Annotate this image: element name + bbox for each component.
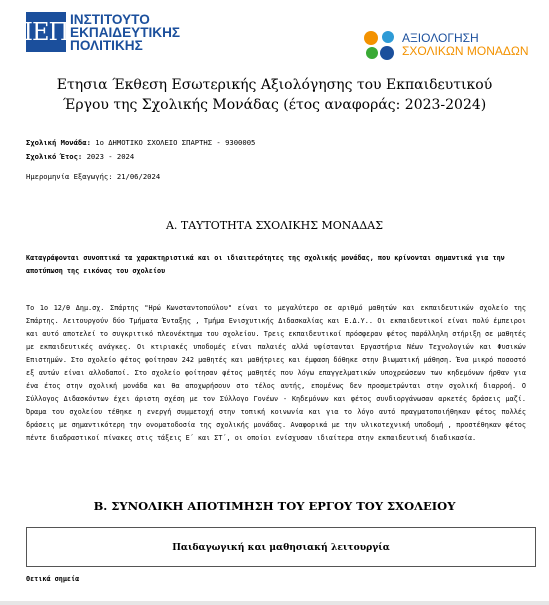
school-year-row [26, 152, 134, 161]
iep-logo [23, 11, 181, 53]
school-year-label: Σχολικό Έτος: [26, 152, 83, 161]
report-title-line2: Έργου της Σχολικής Μονάδας (έτος αναφοράς: 2023-2024) [62, 97, 487, 113]
iep-logo-text [70, 13, 180, 52]
iep-logo-line1: ΙΝΣΤΙΤΟΥΤΟ [70, 11, 150, 27]
school-unit-row [26, 138, 255, 147]
axiologisi-logo-icon [362, 28, 398, 62]
section-b-heading: Β. ΣΥΝΟΛΙΚΗ ΑΠΟΤΙΜΗΣΗ ΤΟΥ ΕΡΓΟΥ ΤΟΥ ΣΧΟΛΕΙΟΥ [93, 499, 456, 513]
iep-logo-line2: ΕΚΠΑΙΔΕΥΤΙΚΗΣ [70, 24, 181, 40]
school-year-value: 2023 - 2024 [82, 152, 135, 161]
iep-logo-line3: ΠΟΛΙΤΙΚΗΣ [70, 37, 143, 53]
page-bottom-edge [0, 601, 549, 605]
axiologisi-logo [362, 28, 529, 62]
school-unit-value: 1ο ΔΗΜΟΤΙΚΟ ΣΧΟΛΕΙΟ ΣΠΑΡΤΗΣ - 9300005 [90, 138, 256, 147]
positive-points-label: Θετικά σημεία [26, 575, 80, 583]
axiologisi-logo-text [402, 32, 529, 58]
school-unit-label: Σχολική Μονάδα: [26, 138, 91, 147]
report-title [20, 75, 529, 115]
export-date: Ημερομηνία Εξαγωγής: 21/06/2024 [26, 172, 161, 181]
report-title-line1: Ετησια Έκθεση Εσωτερικής Αξιολόγησης του Εκπαιδευτικού [56, 77, 493, 93]
iep-logo-mark: ΙΕΠ [26, 12, 66, 52]
section-a-body: Το 1ο 12/θ Δημ.σχ. Σπάρτης "Ηρώ Κωνσταντοπούλου" είναι το μεγαλύτερο σε αριθμό μαθητών και εκπαιδευτικών σχολείο της Σπάρτης. Λειτουργούν δύο Τμήματα Ένταξης , Τμήμα Ενισχυτικής Διδασκαλίας και Ε.Δ.Υ.. Οι εκπαιδευτικοί είναι πολύ έμπειροι και αυτό αποτελεί το συγκριτικό πλεονέκτημα του σχολείου. Τρεις εκπαιδευτικοί πρόσφεραν φέτος παράλληλη στήριξη σε μαθητές με εκπαιδευτικές ανάγκες. Οι κτιριακές υποδομές είναι παλαιές αλλά υφίστανται Εργαστήρια Νέων Τεχνολογιών και Φυσικών Επιστημών. Στο σχολείο φέτος φοίτησαν 242 μαθητές και μαθήτριες και έμφαση δόθηκε στην βιωματική μάθηση. Ένα μικρό ποσοστό εξ αυτών είναι αλλοδαποί. Στο σχολείο φοίτησαν φέτος μαθητές που λόγω επαγγελματικών υποχρεώσεων των κηδεμόνων ήρθαν για ένα έτος στην σχολική μονάδα και θα αποχωρήσουν στο τέλος αυτής, επομένως δεν προσμετρώνται στην σχολική διαρροή. Ο Σύλλογος Διδασκόντων έχει άριστη σχέση με τον Σύλλογο Γονέων - Κηδεμόνων και φέτος συνδιοργάνωσαν αρκετές δράσεις μαζί. Όραμα του σχολείου τέθηκε η ενεργή συμμετοχή στην τοπική κοινωνία και για το λόγο αυτό πραγματοποιήθηκαν φέτος πολλές δράσεις με σημαντικότερη την ονοματοδοσία της σχολικής μονάδας. Αναφορικά με την υλικοτεχνική υποδομή , προστέθηκαν φέτος πέντε διαδραστικοί πίνακες στις τάξεις Ε΄ και ΣΤ΄, οι οποίοι ενίσχυσαν ιδιαίτερα στην εκπαιδευτική διαδικασία. [26, 304, 526, 442]
axiologisi-logo-line1: ΑΞΙΟΛΟΓΗΣΗ [402, 31, 479, 45]
axiologisi-logo-line2: ΣΧΟΛΙΚΩΝ ΜΟΝΑΔΩΝ [402, 44, 529, 58]
pedagogical-function-title: Παιδαγωγική και μαθησιακή λειτουργία [172, 541, 390, 553]
section-a-intro: Καταγράφονται συνοπτικά τα χαρακτηριστικά και οι ιδιαιτερότητες της σχολικής μονάδας, που κρίνονται σημαντικά για την αποτύπωση της εικόνας του σχολείου [26, 254, 505, 275]
section-a-heading: Α. ΤΑΥΤΟΤΗΤΑ ΣΧΟΛΙΚΗΣ ΜΟΝΑΔΑΣ [165, 219, 384, 232]
pedagogical-function-box [26, 527, 536, 567]
